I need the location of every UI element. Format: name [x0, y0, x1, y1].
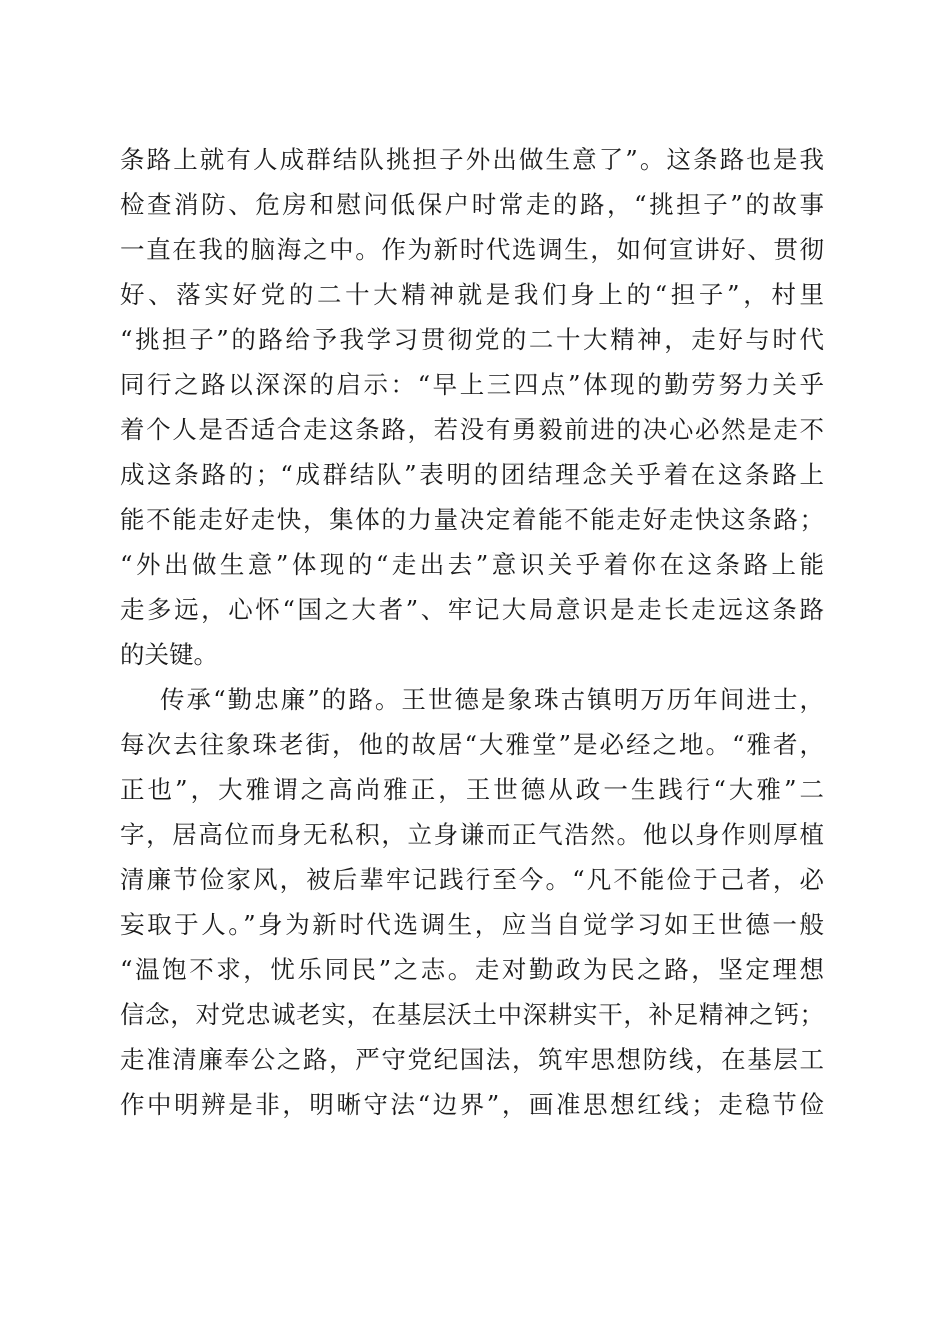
text-line-18: 妄取于人。”身为新时代选调生，应当自觉学习如王世德一般 — [120, 910, 824, 939]
text-line-1: 条路上就有人成群结队挑担子外出做生意了”。这条路也是我 — [120, 145, 824, 174]
text-line-16: 字，居高位而身无私积，立身谦而正气浩然。他以身作则厚植 — [120, 820, 824, 849]
text-line-19: “温饱不求，忧乐同民”之志。走对勤政为民之路，坚定理想 — [120, 955, 824, 984]
text-line-3: 一直在我的脑海之中。作为新时代选调生，如何宣讲好、贯彻 — [120, 235, 824, 264]
text-line-22: 作中明辨是非，明晰守法“边界”，画准思想红线；走稳节俭 — [120, 1090, 824, 1119]
text-line-2: 检查消防、危房和慰问低保户时常走的路，“挑担子”的故事 — [120, 190, 824, 219]
text-line-9: 能不能走好走快，集体的力量决定着能不能走好走快这条路； — [120, 505, 824, 534]
paragraph-start-line: 传承“勤忠廉”的路。王世德是象珠古镇明万历年间进士， — [160, 685, 824, 714]
text-line-20: 信念，对党忠诚老实，在基层沃土中深耕实干，补足精神之钙； — [120, 1000, 824, 1029]
text-line-7: 着个人是否适合走这条路，若没有勇毅前进的决心必然是走不 — [120, 415, 824, 444]
text-line-10: “外出做生意”体现的“走出去”意识关乎着你在这条路上能 — [120, 550, 824, 579]
text-line-17: 清廉节俭家风，被后辈牢记践行至今。“凡不能俭于己者，必 — [120, 865, 824, 894]
text-line-4: 好、落实好党的二十大精神就是我们身上的“担子”，村里 — [120, 280, 824, 309]
text-line-6: 同行之路以深深的启示：“早上三四点”体现的勤劳努力关乎 — [120, 370, 824, 399]
text-line-8: 成这条路的；“成群结队”表明的团结理念关乎着在这条路上 — [120, 460, 824, 489]
text-line-15: 正也”，大雅谓之高尚雅正，王世德从政一生践行“大雅”二 — [120, 775, 824, 804]
text-line-5: “挑担子”的路给予我学习贯彻党的二十大精神，走好与时代 — [120, 325, 824, 354]
text-line-21: 走准清廉奉公之路，严守党纪国法，筑牢思想防线，在基层工 — [120, 1045, 824, 1074]
text-line-14: 每次去往象珠老街，他的故居“大雅堂”是必经之地。“雅者， — [120, 730, 824, 759]
text-line-12: 的关键。 — [120, 640, 218, 669]
text-line-11: 走多远，心怀“国之大者”、牢记大局意识是走长走远这条路 — [120, 595, 824, 624]
